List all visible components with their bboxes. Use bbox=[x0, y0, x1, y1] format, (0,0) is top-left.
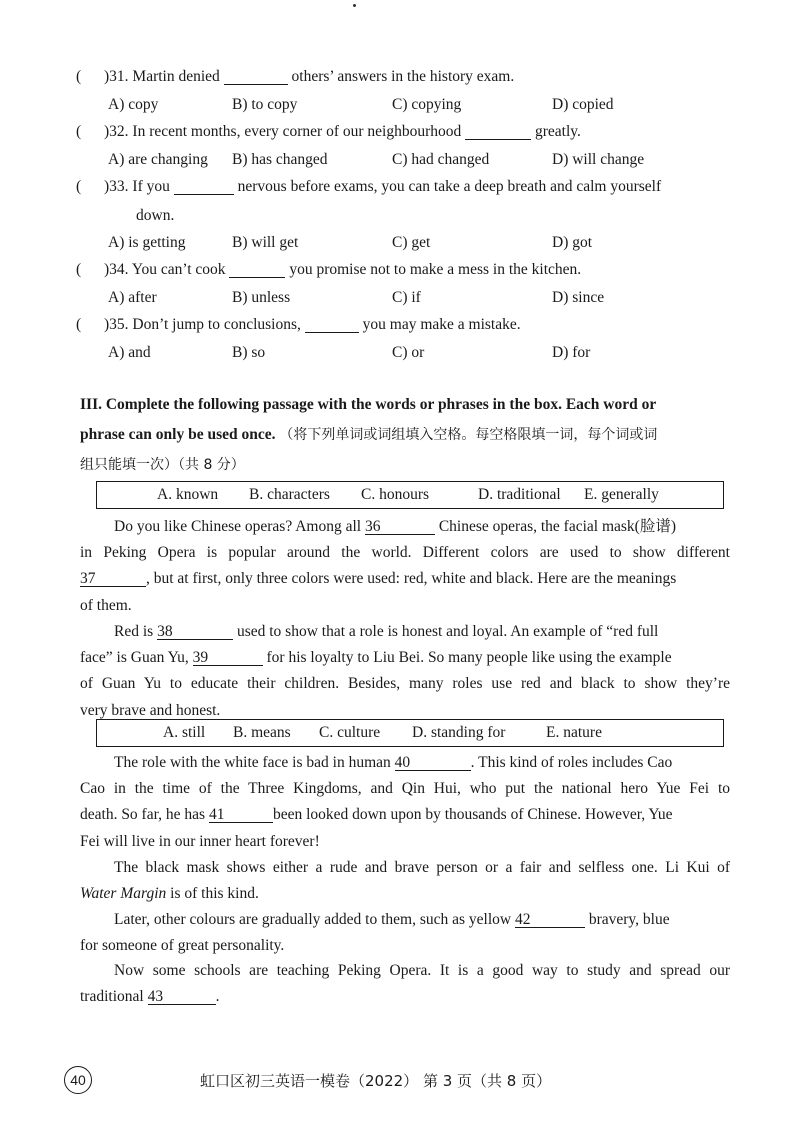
question-34 bbox=[76, 261, 581, 279]
answer-blank bbox=[305, 318, 359, 333]
passage-paragraph-6: Now some schools are teaching Peking Opera. It is a good way to study and spread our traditional 43 . bbox=[80, 962, 730, 1006]
option-b: B) unless bbox=[232, 289, 291, 306]
blank-37: 37 bbox=[80, 572, 146, 587]
option-d: D) since bbox=[552, 289, 605, 306]
question-stem-end: you promise not to make a mess in the kitchen. bbox=[289, 261, 582, 278]
instruction-line-2: phrase can only be used once. bbox=[80, 426, 276, 443]
question-35 bbox=[76, 316, 521, 334]
instruction-line-3-cn: 组只能填一次）（共 8 分） bbox=[80, 457, 245, 473]
word-option: A. still bbox=[163, 724, 206, 741]
passage-paragraph-5: Later, other colours are gradually added to them, such as yellow 42 bravery, blue for someone of great personality. bbox=[80, 911, 670, 955]
word-option: E. nature bbox=[546, 724, 602, 741]
question-stem-end: you may make a mistake. bbox=[362, 316, 521, 333]
option-d: D) will change bbox=[552, 151, 645, 168]
question-stem-start: )35. Don’t jump to conclusions, bbox=[104, 316, 301, 333]
answer-paren[interactable]: ( bbox=[76, 316, 82, 333]
word-box-1 bbox=[96, 481, 724, 509]
option-d: D) got bbox=[552, 234, 593, 251]
option-b: B) will get bbox=[232, 234, 299, 251]
word-option: C. honours bbox=[361, 486, 430, 503]
word-box-2 bbox=[96, 719, 724, 747]
blank-42: 42 bbox=[515, 913, 585, 928]
word-option: E. generally bbox=[584, 486, 659, 503]
instruction-line-2-cn: （将下列单词或词组填入空格。每空格限填一词，每个词或词 bbox=[279, 427, 658, 443]
option-d: D) copied bbox=[552, 96, 614, 113]
word-option: D. traditional bbox=[478, 486, 561, 503]
answer-paren[interactable]: ( bbox=[76, 178, 82, 195]
passage-paragraph-3: The role with the white face is bad in human 40 . This kind of roles includes Cao Cao in the time of the Three Kingdoms, and Qin Hui, who put the national hero Yue Fei to death. So far, he has 41 been looked down upon by thousands of Chinese. However, Yue Fei will live in our inner heart forever! bbox=[80, 754, 730, 850]
answer-paren[interactable]: ( bbox=[76, 123, 82, 140]
word-option: A. known bbox=[157, 486, 219, 503]
option-d: D) for bbox=[552, 344, 591, 361]
passage-paragraph-1: Do you like Chinese operas? Among all 36 Chinese operas, the facial mask(脸谱) in Peking Opera is popular around the world. Different colors are used to show different 37 , but at first, only three colors were used: red, white and black. Here are the meanings of them. bbox=[80, 518, 730, 614]
passage-paragraph-4: The black mask shows either a rude and brave person or a fair and selfless one. Li Kui of Water Margin is of this kind. bbox=[80, 859, 730, 903]
option-c: C) copying bbox=[392, 96, 462, 113]
option-c: C) get bbox=[392, 234, 431, 251]
option-a: A) are changing bbox=[108, 151, 208, 168]
option-a: A) and bbox=[108, 344, 151, 361]
page-badge: 40 bbox=[64, 1066, 92, 1094]
option-b: B) has changed bbox=[232, 151, 328, 168]
word-option: C. culture bbox=[319, 724, 381, 741]
answer-paren[interactable]: ( bbox=[76, 68, 82, 85]
scan-speck bbox=[353, 4, 356, 7]
blank-38: 38 bbox=[157, 625, 233, 640]
option-c: C) if bbox=[392, 289, 421, 306]
option-b: B) so bbox=[232, 344, 266, 361]
answer-blank bbox=[465, 125, 531, 140]
page-footer: 虹口区初三英语一模卷（2022） 第 3 页（共 8 页） bbox=[200, 1072, 552, 1090]
question-stem-end: others’ answers in the history exam. bbox=[291, 68, 515, 85]
question-stem-start: )33. If you bbox=[104, 178, 170, 195]
question-stem-start: )32. In recent months, every corner of our neighbourhood bbox=[104, 123, 462, 140]
option-a: A) after bbox=[108, 289, 157, 306]
blank-40: 40 bbox=[395, 756, 471, 771]
instruction-line-1: III. Complete the following passage with the words or phrases in the box. Each word or bbox=[80, 396, 657, 413]
answer-paren[interactable]: ( bbox=[76, 261, 82, 278]
question-stem-end: greatly. bbox=[535, 123, 581, 140]
blank-43: 43 bbox=[148, 990, 216, 1005]
option-c: C) or bbox=[392, 344, 425, 361]
option-b: B) to copy bbox=[232, 96, 298, 113]
answer-blank bbox=[174, 180, 234, 195]
blank-39: 39 bbox=[193, 651, 263, 666]
passage-paragraph-2: Red is 38 used to show that a role is honest and loyal. An example of “red full face” is Guan Yu, 39 for his loyalty to Liu Bei. So many people like using the example of Guan Yu to educate their children. Besides, many roles use red and black to show they’re very brave and honest. bbox=[80, 623, 730, 719]
blank-41: 41 bbox=[209, 808, 273, 823]
question-stem-start: )34. You can’t cook bbox=[104, 261, 226, 278]
word-option: B. means bbox=[233, 724, 291, 741]
answer-blank bbox=[224, 70, 288, 85]
question-stem-end: nervous before exams, you can take a deep breath and calm yourself bbox=[237, 178, 662, 195]
question-32 bbox=[76, 123, 581, 141]
option-a: A) is getting bbox=[108, 234, 186, 251]
word-option: D. standing for bbox=[412, 724, 506, 741]
question-31 bbox=[76, 68, 514, 86]
section-3-instructions bbox=[80, 390, 730, 480]
question-continuation: down. bbox=[136, 207, 175, 224]
question-stem-start: )31. Martin denied bbox=[104, 68, 220, 85]
word-option: B. characters bbox=[249, 486, 330, 503]
question-33 bbox=[76, 178, 661, 196]
answer-blank bbox=[229, 263, 285, 278]
blank-36: 36 bbox=[365, 520, 435, 535]
option-c: C) had changed bbox=[392, 151, 490, 168]
option-a: A) copy bbox=[108, 96, 159, 113]
